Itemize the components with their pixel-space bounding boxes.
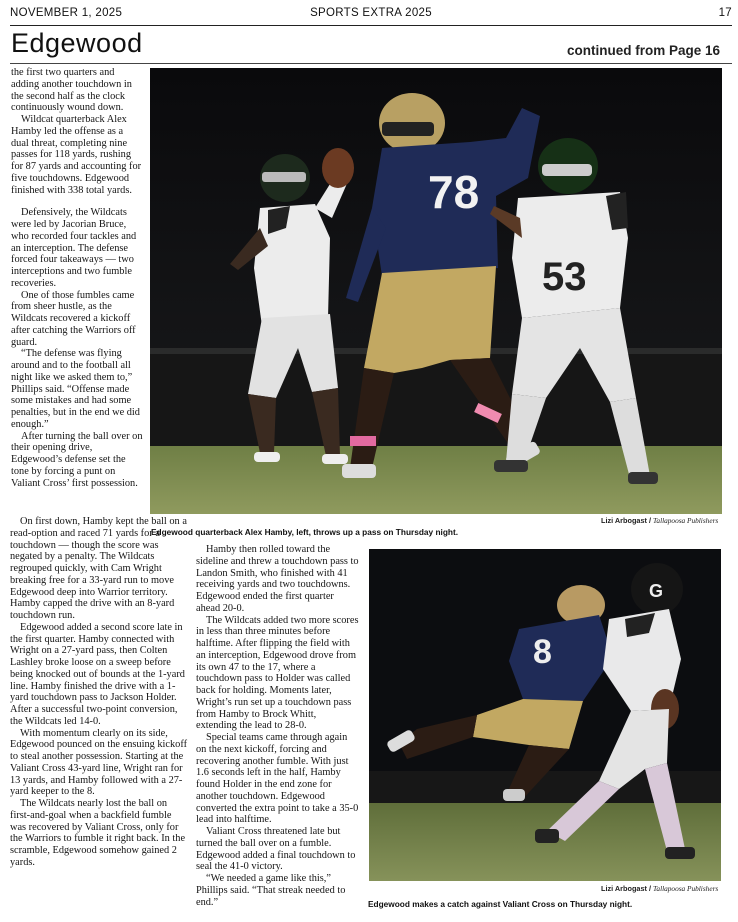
photo-caption-2: Edgewood makes a catch against Valiant Cross on Thursday night.: [368, 899, 633, 909]
article-column-3: [196, 544, 359, 908]
paragraph: Edgewood added a second score late in the first quarter. Hamby connected with Wright on a 27-yard pass, then Colten Lashley broke loose on a sweep before being knocked out of bounds at the 1-yard line. Hamby finished the drive with a 1-yard touchdown pass to Jackson Holder. After a successful two-point conversion, the Wildcats led 14-0.: [10, 621, 185, 727]
photographer-name: Lizi Arbogast /: [601, 516, 651, 525]
masthead-rule: [10, 25, 732, 26]
continued-from-label: continued from Page 16: [566, 43, 720, 58]
photo-quarterback-pass: [150, 68, 722, 514]
helmet-logo: G: [649, 581, 664, 601]
paragraph: Defensively, the Wildcats were led by Jacorian Bruce, who recorded four tackles and an interception. The defense forced four takeaways — two interceptions and two fumble recoveries.: [11, 207, 137, 289]
jersey-number: 78: [428, 166, 480, 218]
paragraph: After turning the ball over on their opening drive, Edgewood’s defense set the tone by forcing a punt on Valiant Cross’ first possession.: [11, 430, 143, 489]
article-column-2: [10, 516, 188, 869]
paragraph: With momentum clearly on its side, Edgewood pounced on the ensuing kickoff to steal another possession. Starting at the Valiant Cross 43-yard line, Wright ran for 13 yards, and Hamby followed with a 27-yard keeper to the 8.: [10, 727, 188, 798]
paragraph: “The defense was flying around and to the football all night like we asked them to,” Phillips said. “Offense made some mistakes and had some penalties, but in the end we did enough.”: [11, 348, 140, 430]
photo-edgewood-catch: [369, 549, 721, 881]
paragraph: Wildcat quarterback Alex Hamby led the offense as a dual threat, completing nine passes for 118 yards, rushing for 87 yards and accounting for five touchdowns. Edgewood finished with 338 total yards.: [11, 114, 142, 196]
paragraph: On first down, Hamby kept the ball on a read-option and raced 71 yards for a touchdown — though the score was negated by a penalty. The Wildcats regrouped quickly, with Cam Wright breaking free for a 33-yard run to move Edgewood deep into Warrior territory. Hamby capped the drive with an 8-yard touchdown run.: [10, 516, 187, 621]
paragraph: the first two quarters and adding another touchdown in the second half as the clock continuously wound down.: [11, 67, 132, 114]
photo-edgewood-catch-illustration: [369, 549, 721, 881]
photo-caption-1: Edgewood quarterback Alex Hamby, left, throws up a pass on Thursday night.: [151, 527, 459, 537]
jersey-number: 53: [542, 255, 587, 299]
paragraph: “We needed a game like this,” Phillips said. “That streak needed to end.”: [196, 873, 346, 908]
page-number: 17: [718, 7, 732, 19]
photo-credit-1: [601, 516, 718, 525]
jersey-number: 8: [533, 633, 552, 671]
article-column-1: [11, 67, 143, 489]
publisher-name: Tallapoosa Publishers: [653, 884, 719, 893]
photo-credit-2: [601, 884, 718, 893]
headline-rule: [10, 63, 732, 64]
section-name: SPORTS EXTRA 2025: [310, 7, 432, 19]
paragraph: The Wildcats added two more scores in less than three minutes before halftime. After flipping the field with an interception, Edgewood drove from its own 47 to the 17, where a touchdown pass to Holder was called back for holding. Moments later, Wright’s run set up a touchdown pass from Hamby to Brock Whitt, extending the lead to 28-0.: [196, 614, 359, 732]
publisher-name: Tallapoosa Publishers: [653, 516, 719, 525]
photographer-name: Lizi Arbogast /: [601, 884, 651, 893]
paragraph: Special teams came through again on the next kickoff, forcing and recovering another fumble. With just 1.6 seconds left in the half, Hamby found Holder in the end zone for another touchdown. Edgewood converted the extra point to take a 35-0 lead into halftime.: [196, 732, 359, 826]
paragraph: Hamby then rolled toward the sideline and threw a touchdown pass to Landon Smith, who finished with 41 receiving yards and two touchdowns. Edgewood ended the first quarter ahead 20-0.: [196, 544, 359, 614]
issue-date: NOVEMBER 1, 2025: [10, 7, 123, 19]
paragraph: One of those fumbles came from sheer hustle, as the Wildcats recovered a kickoff after catching the Warriors off guard.: [11, 289, 136, 348]
article-headline: Edgewood: [11, 28, 143, 58]
paragraph: Valiant Cross threatened late but turned the ball over on a fumble. Edgewood added a final touchdown to seal the 41-0 victory.: [196, 826, 356, 873]
photo-quarterback-pass-illustration: [150, 68, 722, 514]
masthead: [10, 7, 732, 23]
paragraph: The Wildcats nearly lost the ball on first-and-goal when a backfield fumble was recovered by Valiant Cross, only for the Warriors to fumble it right back. In the scramble, Edgewood somehow gained 2 yards.: [10, 798, 186, 868]
